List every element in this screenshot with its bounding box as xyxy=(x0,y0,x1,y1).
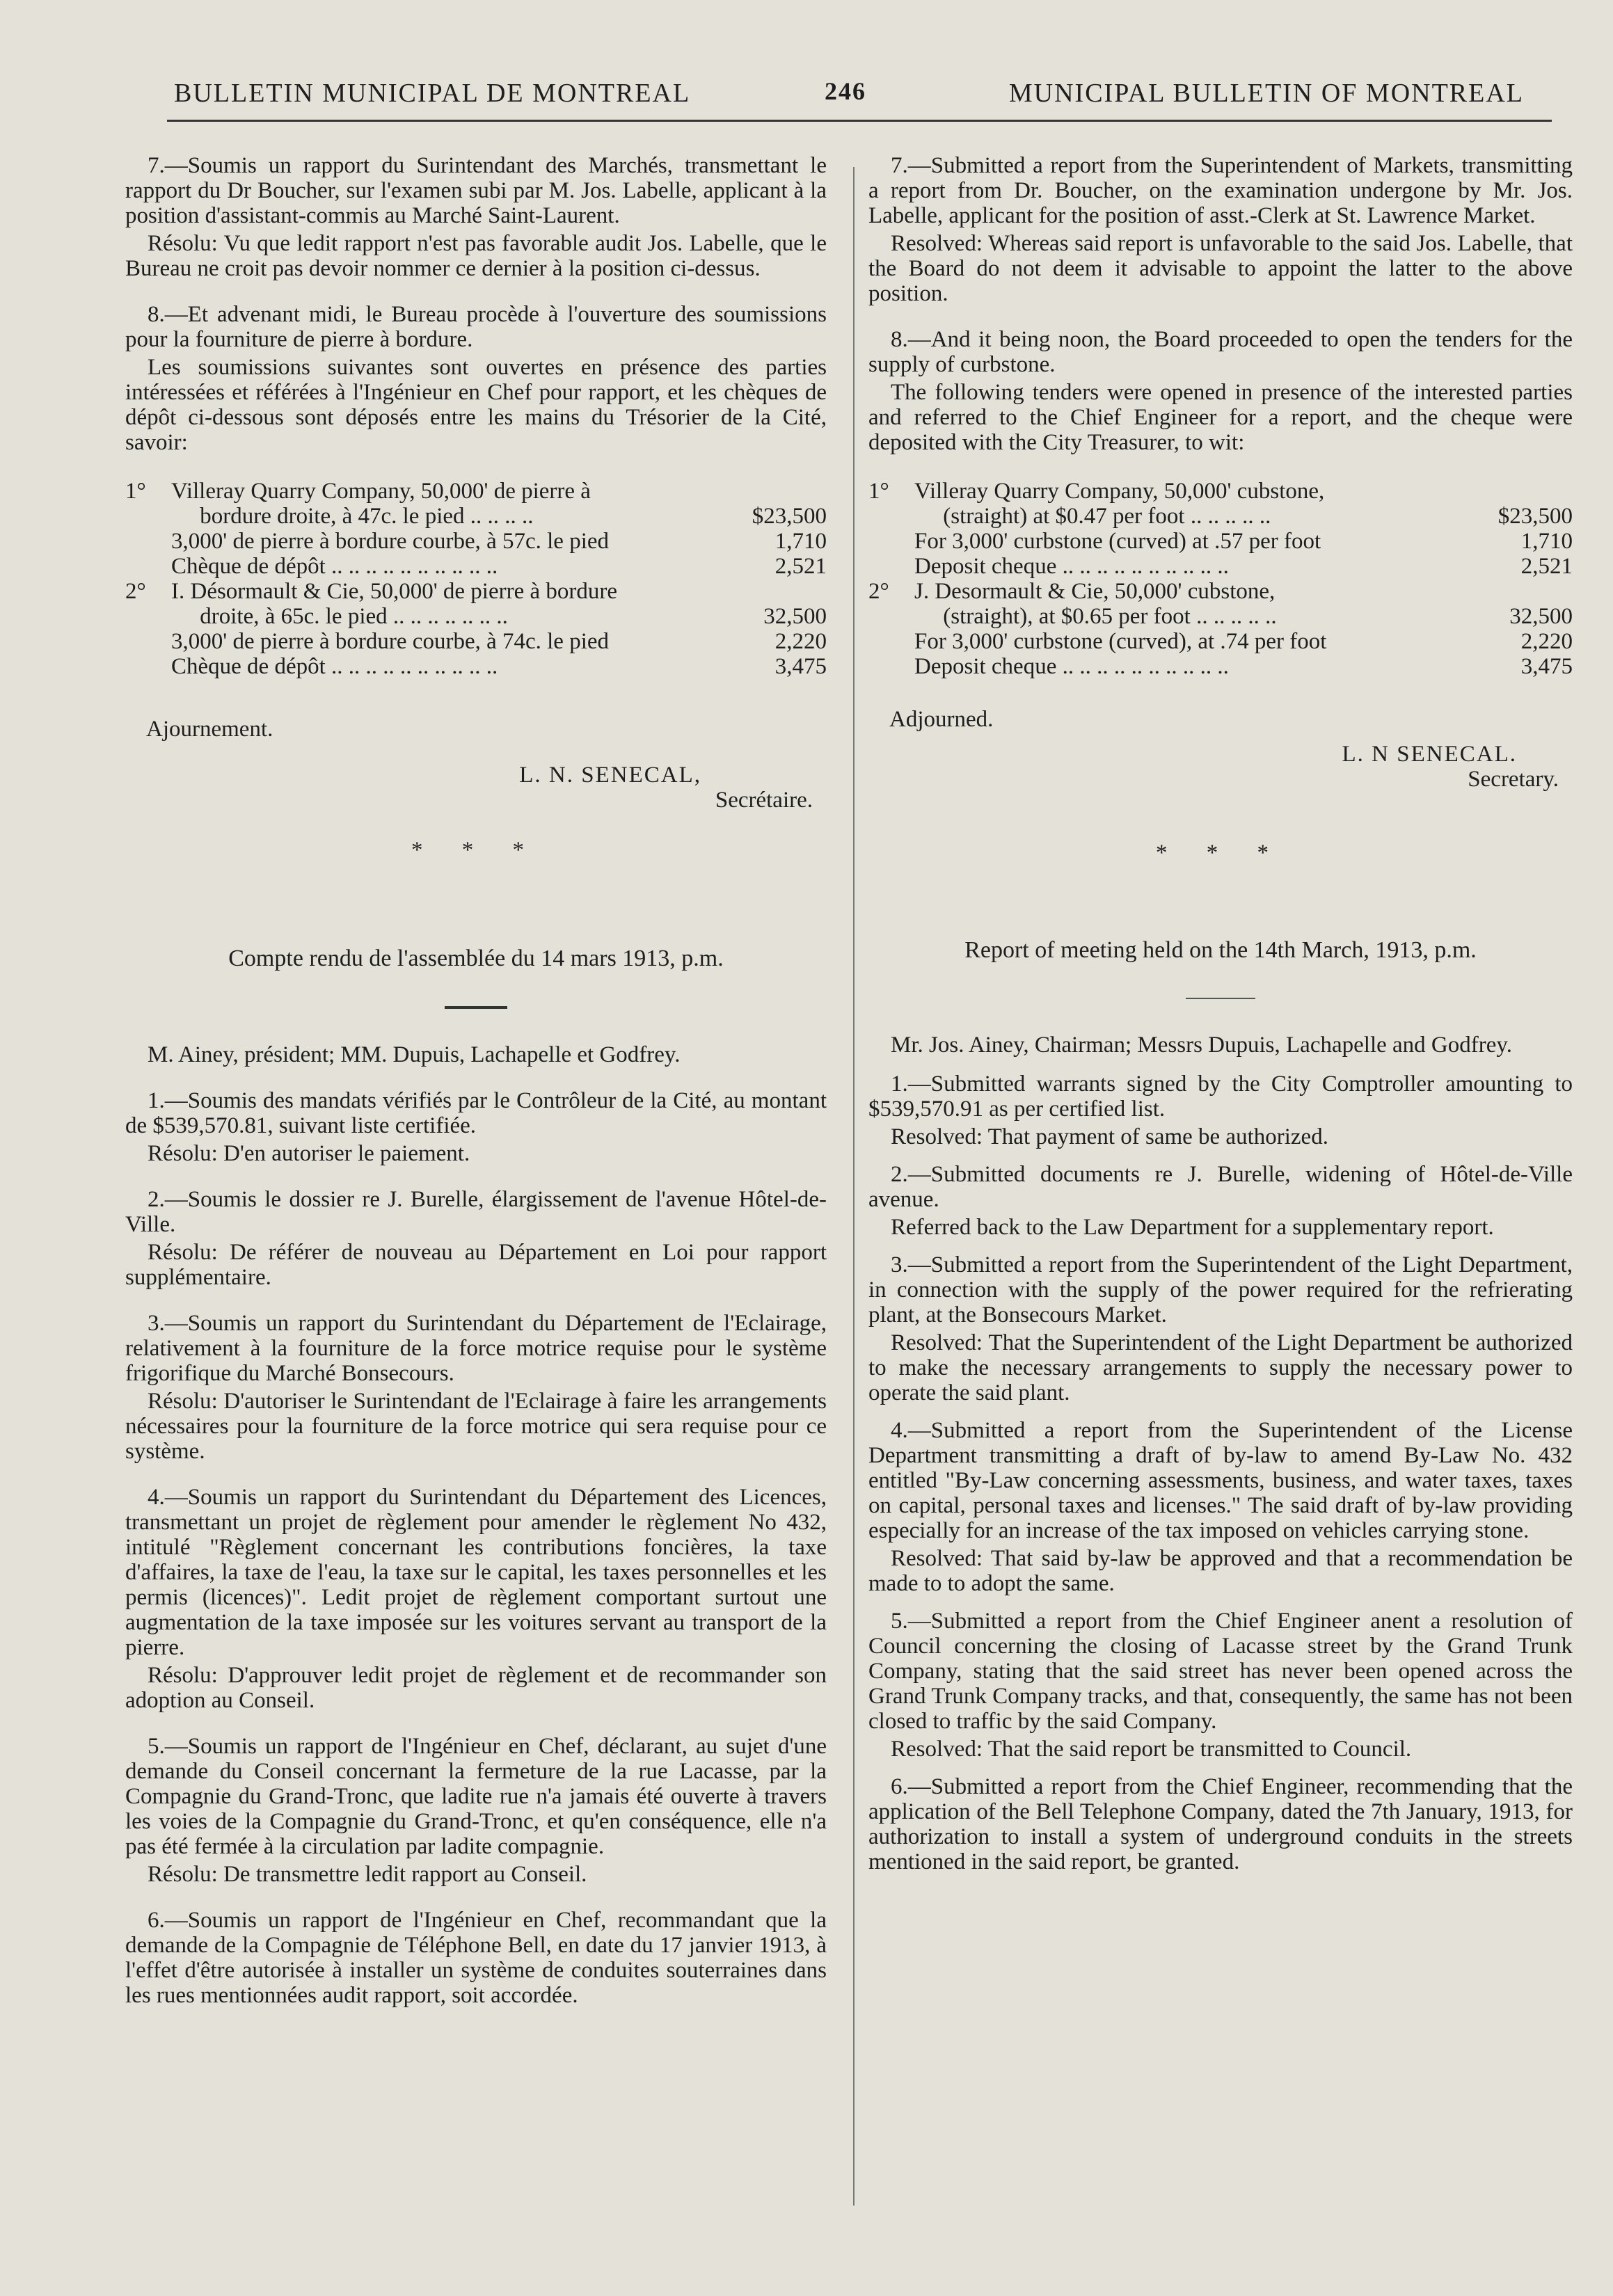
page-header xyxy=(104,71,1552,113)
en-item-4-resolution: Resolved: That said by-law be approved and that a recommendation be made to to adopt the same. xyxy=(868,1546,1573,1596)
en-tender-label: Deposit cheque .. .. .. .. .. .. .. .. .. .. xyxy=(914,654,1229,679)
fr-tenders-intro: Les soumissions suivantes sont ouvertes en présence des parties intéressées et référées à l'Ingénieur en Chef pour rapport, et les chèques de dépôt ci-dessous sont déposés entre les mains du Trésorier de la Cité, savoir: xyxy=(125,355,827,455)
fr-tender-label: bordure droite, à 47c. le pied .. .. .. .. xyxy=(171,504,534,529)
en-tender-amount: 1,710 xyxy=(1520,529,1573,554)
fr-tender-label: 3,000' de pierre à bordure courbe, à 74c. le pied xyxy=(171,629,610,654)
en-tender-label: J. Desormault & Cie, 50,000' cubstone, xyxy=(914,579,1276,604)
en-item-1: 1.—Submitted warrants signed by the City Comptroller amounting to $539,570.91 as per certified list. xyxy=(868,1071,1573,1122)
en-tender-row xyxy=(868,654,1573,679)
fr-tender-amount: 2,521 xyxy=(774,554,827,579)
fr-item-8: 8.—Et advenant midi, le Bureau procède à l'ouverture des soumissions pour la fourniture de pierre à bordure. xyxy=(125,302,827,352)
en-tender-row xyxy=(868,579,1573,604)
english-column xyxy=(868,153,1573,1877)
en-tender-row xyxy=(868,529,1573,554)
en-tender-row xyxy=(868,554,1573,579)
fr-item-2: 2.—Soumis le dossier re J. Burelle, élargissement de l'avenue Hôtel-de-Ville. xyxy=(125,1187,827,1237)
fr-tender-label: I. Désormault & Cie, 50,000' de pierre à bordure xyxy=(171,579,618,604)
french-column xyxy=(125,153,827,2011)
en-signature-title: Secretary. xyxy=(1468,767,1559,792)
en-tender-amount: 32,500 xyxy=(1509,604,1573,629)
fr-tender-row xyxy=(125,504,827,529)
fr-item-4-resolution: Résolu: D'approuver ledit projet de règlement et de recommander son adoption au Conseil. xyxy=(125,1663,827,1713)
en-meeting-title: Report of meeting held on the 14th March, 1913, p.m. xyxy=(964,937,1477,963)
fr-signature-title: Secrétaire. xyxy=(715,788,813,813)
fr-tender-number: 1° xyxy=(125,479,146,504)
fr-item-3: 3.—Soumis un rapport du Surintendant du Département de l'Eclairage, relativement à la fourniture de la force motrice requise pour le système frigorifique du Marché Bonsecours. xyxy=(125,1311,827,1386)
fr-tender-amount: 1,710 xyxy=(774,529,827,554)
fr-title-rule xyxy=(445,1006,507,1009)
fr-adjournment: Ajournement. xyxy=(146,717,273,742)
header-rule xyxy=(167,120,1552,122)
fr-tenders-list xyxy=(125,479,827,679)
fr-tender-amount: 3,475 xyxy=(774,654,827,679)
page-number: 246 xyxy=(825,77,866,105)
en-item-3: 3.—Submitted a report from the Superintendent of the Light Department, in connection with the supply of the power required for the refrierating plant, at the Bonsecours Market. xyxy=(868,1252,1573,1328)
en-tender-label: Deposit cheque .. .. .. .. .. .. .. .. .. .. xyxy=(914,554,1229,579)
en-item-8: 8.—And it being noon, the Board proceeded to open the tenders for the supply of curbstone. xyxy=(868,327,1573,377)
en-item-5: 5.—Submitted a report from the Chief Engineer anent a resolution of Council concerning the closing of Lacasse street by the Grand Trunk Company, stating that the said street has never been opened across the Grand Trunk Company tracks, and that, consequently, the same has not been closed to traffic by the said Company. xyxy=(868,1609,1573,1734)
en-item-6: 6.—Submitted a report from the Chief Engineer, recommending that the application of the Bell Telephone Company, dated the 7th January, 1913, for authorization to install a system of underground conduits in the streets mentioned in the said report, be granted. xyxy=(868,1774,1573,1874)
en-item-4: 4.—Submitted a report from the Superintendent of the License Department transmitting a draft of by-law to amend By-Law No. 432 entitled "By-Law concerning assessments, business, and water taxes, taxes on capital, personal taxes and licenses." The said draft of by-law providing especially for an increase of the tax imposed on vehicles carrying stone. xyxy=(868,1418,1573,1543)
en-tenders-list xyxy=(868,479,1573,679)
en-section-stars: * * * xyxy=(1156,840,1285,866)
fr-tender-label: Chèque de dépôt .. .. .. .. .. .. .. .. .. .. xyxy=(171,554,498,579)
fr-item-1-resolution: Résolu: D'en autoriser le paiement. xyxy=(148,1141,470,1166)
fr-tender-row xyxy=(125,529,827,554)
fr-tender-amount: $23,500 xyxy=(752,504,827,529)
en-item-3-resolution: Resolved: That the Superintendent of the Light Department be authorized to make the necessary arrangements to supply the necessary power to operate the said plant. xyxy=(868,1330,1573,1405)
en-tender-row xyxy=(868,479,1573,504)
en-signature: L. N SENECAL. xyxy=(1342,742,1517,767)
fr-tender-row xyxy=(125,554,827,579)
fr-attendance: M. Ainey, président; MM. Dupuis, Lachapelle et Godfrey. xyxy=(148,1042,681,1067)
fr-tender-number: 2° xyxy=(125,579,146,604)
fr-item-7: 7.—Soumis un rapport du Surintendant des Marchés, transmettant le rapport du Dr Boucher, sur l'examen subi par M. Jos. Labelle, applicant à la position d'assistant-commis au Marché Saint-Laurent. xyxy=(125,153,827,228)
fr-item-1: 1.—Soumis des mandats vérifiés par le Contrôleur de la Cité, au montant de $539,570.81, suivant liste certifiée. xyxy=(125,1088,827,1138)
fr-meeting-title: Compte rendu de l'assemblée du 14 mars 1913, p.m. xyxy=(228,946,724,971)
en-tender-amount: 2,521 xyxy=(1520,554,1573,579)
fr-signature: L. N. SENECAL, xyxy=(519,763,701,788)
fr-tender-row xyxy=(125,479,827,504)
en-item-2-resolution: Referred back to the Law Department for a supplementary report. xyxy=(891,1215,1494,1240)
fr-item-5-resolution: Résolu: De transmettre ledit rapport au Conseil. xyxy=(148,1862,587,1887)
fr-item-2-resolution: Résolu: De référer de nouveau au Département en Loi pour rapport supplémentaire. xyxy=(125,1240,827,1290)
en-tender-label: Villeray Quarry Company, 50,000' cubstone, xyxy=(914,479,1325,504)
en-tender-number: 2° xyxy=(868,579,889,604)
fr-item-3-resolution: Résolu: D'autoriser le Surintendant de l'Eclairage à faire les arrangements nécessaires pour la fourniture de la force motrice qui sera requise pour ce système. xyxy=(125,1389,827,1464)
fr-tender-row xyxy=(125,604,827,629)
en-tender-row xyxy=(868,604,1573,629)
column-divider xyxy=(853,167,855,2206)
fr-tender-row xyxy=(125,629,827,654)
en-item-7: 7.—Submitted a report from the Superintendent of Markets, transmitting a report from Dr. Boucher, on the examination undergone by Mr. Jos. Labelle, applicant for the position of asst.-Clerk at St. Lawrence Market. xyxy=(868,153,1573,228)
en-adjournment: Adjourned. xyxy=(889,707,994,732)
header-title-french: BULLETIN MUNICIPAL DE MONTREAL xyxy=(174,79,691,108)
en-tenders-intro: The following tenders were opened in presence of the interested parties and referred to the Chief Engineer for a report, and the cheque were deposited with the City Treasurer, to wit: xyxy=(868,380,1573,455)
en-tender-label: (straight), at $0.65 per foot .. .. .. .. .. xyxy=(914,604,1277,629)
en-tender-amount: 3,475 xyxy=(1520,654,1573,679)
fr-tender-row xyxy=(125,579,827,604)
fr-section-stars: * * * xyxy=(411,838,541,863)
en-item-1-resolution: Resolved: That payment of same be authorized. xyxy=(891,1124,1328,1149)
fr-tender-label: Villeray Quarry Company, 50,000' de pierre à xyxy=(171,479,591,504)
en-title-rule xyxy=(1186,998,1255,999)
fr-item-5: 5.—Soumis un rapport de l'Ingénieur en Chef, déclarant, au sujet d'une demande du Conseil concernant la fermeture de la rue Lacasse, par la Compagnie du Grand-Tronc, que ladite rue n'a jamais été ouverte à travers les voies de la Compagnie du Grand-Tronc, et qu'en conséquence, elle n'a pas été fermée à la circulation par ladite compagnie. xyxy=(125,1734,827,1859)
fr-item-6: 6.—Soumis un rapport de l'Ingénieur en Chef, recommandant que la demande de la Compagnie de Téléphone Bell, en date du 17 janvier 1913, à l'effet d'être autorisée à installer un système de conduites souterraines dans les rues mentionnées audit rapport, soit accordée. xyxy=(125,1908,827,2008)
fr-tender-label: Chèque de dépôt .. .. .. .. .. .. .. .. .. .. xyxy=(171,654,498,679)
en-item-2: 2.—Submitted documents re J. Burelle, widening of Hôtel-de-Ville avenue. xyxy=(868,1162,1573,1212)
fr-tender-row xyxy=(125,654,827,679)
fr-item-4: 4.—Soumis un rapport du Surintendant du Département des Licences, transmettant un projet de règlement pour amender le règlement No 432, intitulé "Règlement concernant les contributions foncières, la taxe d'affaires, la taxe de l'eau, la taxe sur le capital, les taxes personnelles et les permis (licences)". Ledit projet de règlement comportant surtout une augmentation de la taxe imposée sur les voitures servant au transport de la pierre. xyxy=(125,1485,827,1660)
fr-tender-amount: 2,220 xyxy=(774,629,827,654)
fr-tender-label: droite, à 65c. le pied .. .. .. .. .. .. .. xyxy=(171,604,508,629)
en-tender-label: For 3,000' curbstone (curved) at .57 per foot xyxy=(914,529,1321,554)
en-attendance: Mr. Jos. Ainey, Chairman; Messrs Dupuis, Lachapelle and Godfrey. xyxy=(891,1033,1512,1058)
en-item-7-resolution: Resolved: Whereas said report is unfavorable to the said Jos. Labelle, that the Board do not deem it advisable to appoint the latter to the above position. xyxy=(868,231,1573,306)
en-tender-label: For 3,000' curbstone (curved), at .74 per foot xyxy=(914,629,1327,654)
fr-tender-label: 3,000' de pierre à bordure courbe, à 57c. le pied xyxy=(171,529,610,554)
fr-tender-amount: 32,500 xyxy=(763,604,827,629)
en-tender-amount: 2,220 xyxy=(1520,629,1573,654)
fr-item-7-resolution: Résolu: Vu que ledit rapport n'est pas favorable audit Jos. Labelle, que le Bureau ne croit pas devoir nommer ce dernier à la position ci-dessus. xyxy=(125,231,827,281)
en-tender-row xyxy=(868,504,1573,529)
en-tender-row xyxy=(868,629,1573,654)
en-item-5-resolution: Resolved: That the said report be transmitted to Council. xyxy=(891,1737,1412,1762)
en-tender-number: 1° xyxy=(868,479,889,504)
en-tender-amount: $23,500 xyxy=(1497,504,1573,529)
header-title-english: MUNICIPAL BULLETIN OF MONTREAL xyxy=(1008,79,1524,108)
en-tender-label: (straight) at $0.47 per foot .. .. .. .. .. xyxy=(914,504,1271,529)
